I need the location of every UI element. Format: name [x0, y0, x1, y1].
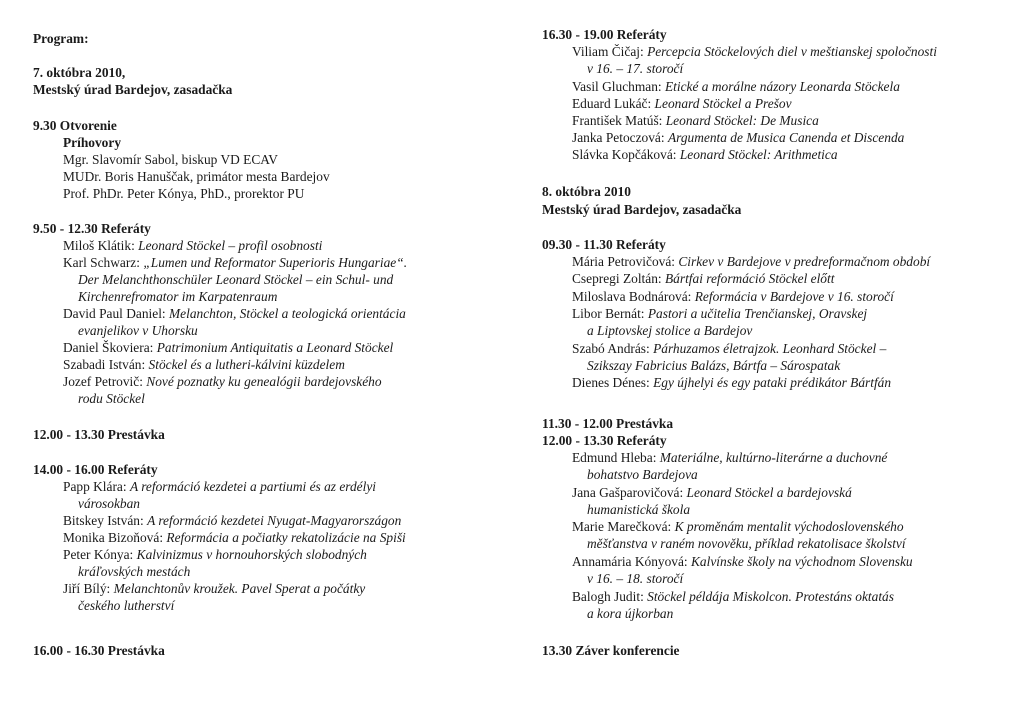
talk-entry: [572, 306, 867, 322]
talk-title: Reformácia v Bardejove v 16. storočí: [694, 289, 894, 304]
talk-entry: [572, 589, 894, 605]
speaker-name: Balogh Judit:: [572, 589, 648, 604]
speaker-name: Szabó András:: [572, 341, 654, 356]
speaker-name: Viliam Čičaj:: [572, 44, 648, 59]
talk-entry: [63, 513, 401, 529]
speaker-name: Vasil Gluchman:: [572, 79, 665, 94]
session-time: 09.30 - 11.30 Referáty: [542, 237, 666, 252]
talk-entry: [572, 375, 891, 391]
talk-entry: [572, 113, 819, 129]
speaker-name: Monika Bizoňová:: [63, 530, 167, 545]
talk-title: Materiálne, kultúrno-literárne a duchovné: [659, 450, 888, 465]
talk-entry: [63, 530, 406, 546]
speaker-name: Janka Petoczová:: [572, 130, 668, 145]
talk-title: „Lumen und Reformator Superioris Hungariae“.: [143, 255, 408, 270]
talk-entry: [572, 254, 930, 270]
program-heading: Program:: [33, 31, 89, 46]
speaker-name: Peter Kónya:: [63, 547, 137, 562]
talk-entry: [572, 554, 913, 570]
talk-entry: [63, 255, 407, 271]
talk-title: Bártfai reformáció Stöckel előtt: [664, 271, 835, 286]
talk-title-continued: v 16. – 17. storočí: [587, 61, 684, 76]
day1-date: 7. októbra 2010,: [33, 65, 126, 80]
talk-title: K proměnám mentalit východoslovenského: [674, 519, 904, 534]
talk-entry: [63, 547, 367, 563]
talk-title-continued: měšťanstva v raném novověku, příklad rekatolisace školství: [587, 536, 906, 551]
day1-venue: Mestský úrad Bardejov, zasadačka: [33, 82, 233, 97]
talk-entry: [572, 519, 904, 535]
speaker-name: Annamária Kónyová:: [572, 554, 691, 569]
talk-title: Párhuzamos életrajzok. Leonhard Stöckel –: [653, 341, 887, 356]
speaker-name: Dienes Dénes:: [572, 375, 654, 390]
talk-title: Reformácia a počiatky rekatolizácie na Spiši: [166, 530, 406, 545]
talk-title: Melanchtonův kroužek. Pavel Sperat a počátky: [113, 581, 366, 596]
speaker-name: Jiří Bílý:: [63, 581, 114, 596]
day2-venue: Mestský úrad Bardejov, zasadačka: [542, 202, 742, 217]
speaker-name: Daniel Škoviera:: [63, 340, 157, 355]
speaker-name: Szabadi István:: [63, 357, 149, 372]
talk-title: Etické a morálne názory Leonarda Stöckela: [664, 79, 900, 94]
speaker-name: Edmund Hleba:: [572, 450, 660, 465]
talk-entry: [63, 479, 376, 495]
talk-title: A reformáció kezdetei Nyugat-Magyarországon: [147, 513, 402, 528]
speaker-name: Karl Schwarz:: [63, 255, 144, 270]
talk-entry: [63, 238, 322, 254]
talk-entry: [63, 374, 382, 390]
talk-entry: [572, 341, 886, 357]
talk-title-continued: v 16. – 18. storočí: [587, 571, 684, 586]
talk-title-continued: a Liptovskej stolice a Bardejov: [587, 323, 753, 338]
talk-title: Egy újhelyi és egy pataki prédikátor Bártfán: [653, 375, 892, 390]
talk-title: Kalvínske školy na východnom Slovensku: [691, 554, 913, 569]
break-time: 12.00 - 13.30 Prestávka: [33, 427, 165, 442]
speaker-name: David Paul Daniel:: [63, 306, 169, 321]
talk-title: Leonard Stöckel: De Musica: [665, 113, 819, 128]
speaker-name: Bitskey István:: [63, 513, 148, 528]
talk-entry: [572, 79, 900, 95]
talk-title-continued: bohatstvo Bardejova: [587, 467, 698, 482]
session-time: 12.00 - 13.30 Referáty: [542, 433, 667, 448]
closing-time: 13.30 Záver konferencie: [542, 643, 680, 658]
talk-title: Patrimonium Antiquitatis a Leonard Stöckel: [156, 340, 394, 355]
break-time: 16.00 - 16.30 Prestávka: [33, 643, 165, 658]
talk-entry: [572, 485, 852, 501]
talk-title-continued: rodu Stöckel: [78, 391, 145, 406]
talk-title-continued: kráľovských mestách: [78, 564, 191, 579]
talk-title-continued: evanjelikov v Uhorsku: [78, 323, 198, 338]
speaker-name: Eduard Lukáč:: [572, 96, 655, 111]
talk-entry: [572, 450, 887, 466]
speaker-line: Mgr. Slavomír Sabol, biskup VD ECAV: [63, 152, 278, 167]
session-time: 9.50 - 12.30 Referáty: [33, 221, 151, 236]
break-time: 11.30 - 12.00 Prestávka: [542, 416, 674, 431]
talk-entry: [572, 289, 894, 305]
talk-title-continued: humanistická škola: [587, 502, 691, 517]
talk-title: Percepcia Stöckelových diel v meštianskej spoločnosti: [647, 44, 937, 59]
speaker-line: Prof. PhDr. Peter Kónya, PhD., prorektor PU: [63, 186, 305, 201]
talk-entry: [572, 147, 838, 163]
speaker-name: František Matúš:: [572, 113, 666, 128]
talk-title-continued: városokban: [78, 496, 140, 511]
talk-title-continued: a kora újkorban: [587, 606, 674, 621]
session-subheading: Príhovory: [63, 135, 122, 150]
talk-entry: [63, 357, 345, 373]
talk-entry: [63, 306, 406, 322]
talk-title: Leonard Stöckel: Arithmetica: [679, 147, 838, 162]
talk-title-continued: českého lutherství: [78, 598, 175, 613]
talk-title: Leonard Stöckel – profil osobnosti: [138, 238, 323, 253]
speaker-name: Libor Bernát:: [572, 306, 648, 321]
talk-title: Nové poznatky ku genealógii bardejovského: [146, 374, 382, 389]
talk-title-continued: Szikszay Fabricius Balázs, Bártfa – Sárospatak: [587, 358, 841, 373]
speaker-name: Mária Petrovičová:: [572, 254, 679, 269]
talk-title: Stöckel és a lutheri-kálvini küzdelem: [148, 357, 345, 372]
speaker-name: Miloš Klátik:: [63, 238, 139, 253]
talk-entry: [572, 96, 792, 112]
talk-title: Stöckel példája Miskolcon. Protestáns oktatás: [647, 589, 894, 604]
talk-title: Leonard Stöckel a Prešov: [654, 96, 792, 111]
speaker-name: Csepregi Zoltán:: [572, 271, 665, 286]
talk-entry: [572, 130, 904, 146]
day2-date: 8. októbra 2010: [542, 184, 631, 199]
session-time: 16.30 - 19.00 Referáty: [542, 27, 667, 42]
speaker-line: MUDr. Boris Hanuščak, primátor mesta Bardejov: [63, 169, 330, 184]
speaker-name: Miloslava Bodnárová:: [572, 289, 695, 304]
speaker-name: Slávka Kopčáková:: [572, 147, 680, 162]
talk-entry: [63, 581, 365, 597]
session-time: 9.30 Otvorenie: [33, 118, 117, 133]
talk-entry: [63, 340, 393, 356]
talk-title-continued: Der Melanchthonschüler Leonard Stöckel – ein Schul- und: [78, 272, 394, 287]
speaker-name: Marie Marečková:: [572, 519, 675, 534]
talk-title: Kalvinizmus v hornouhorských slobodných: [136, 547, 367, 562]
talk-entry: [572, 44, 937, 60]
talk-title-continued: Kirchenrefromator im Karpatenraum: [78, 289, 278, 304]
speaker-name: Jozef Petrovič:: [63, 374, 147, 389]
speaker-name: Jana Gašparovičová:: [572, 485, 687, 500]
talk-title: Argumenta de Musica Canenda et Discenda: [667, 130, 905, 145]
talk-entry: [572, 271, 834, 287]
talk-title: Leonard Stöckel a bardejovská: [686, 485, 852, 500]
talk-title: Cirkev v Bardejove v predreformačnom období: [678, 254, 931, 269]
speaker-name: Papp Klára:: [63, 479, 130, 494]
talk-title: A reformáció kezdetei a partiumi és az erdélyi: [129, 479, 377, 494]
talk-title: Pastori a učitelia Trenčianskej, Oravskej: [647, 306, 868, 321]
session-time: 14.00 - 16.00 Referáty: [33, 462, 158, 477]
talk-title: Melanchton, Stöckel a teologická orientácia: [169, 306, 406, 321]
